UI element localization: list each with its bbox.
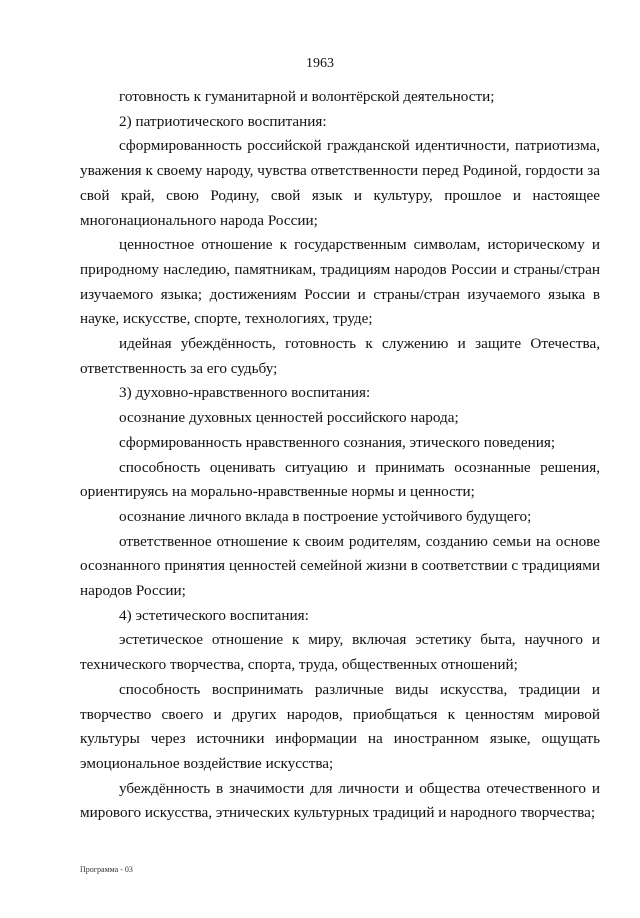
paragraph: осознание личного вклада в построение устойчивого будущего;	[119, 507, 532, 525]
paragraph: готовность к гуманитарной и волонтёрской деятельности;	[119, 88, 495, 105]
paragraph: способность оценивать ситуацию и принимать осознанные решения, ориентируясь на морально-нравственные нормы и ценности;	[80, 458, 600, 501]
paragraph: способность воспринимать различные виды искусства, традиции и творчество своего и других народов, приобщаться к ценностям мировой культуры через источники информации на иностранном языке, ощущать эмоциональное воздействие искусства;	[80, 680, 600, 772]
paragraph: ответственное отношение к своим родителям, созданию семьи на основе осознанного принятия ценностей семейной жизни в соответствии с традициями народов России;	[80, 532, 600, 600]
section-heading: 2) патриотического воспитания:	[119, 112, 327, 130]
paragraph: эстетическое отношение к миру, включая эстетику быта, научного и технического творчества, спорта, труда, общественных отношений;	[80, 631, 600, 674]
footer-program-label: Программа - 03	[80, 865, 133, 874]
paragraph: сформированность нравственного сознания, этического поведения;	[119, 433, 556, 451]
page-number: 1963	[306, 56, 334, 71]
paragraph: ценностное отношение к государственным символам, историческому и природному наследию, памятникам, традициям народов России и страны/стран изучаемого языка; достижениям России и страны/стран изучаемого языка в науке, искусстве, спорте, технологиях, труде;	[80, 236, 600, 328]
paragraph: осознание духовных ценностей российского народа;	[119, 409, 459, 427]
paragraph: сформированность российской гражданской идентичности, патриотизма, уважения к своему народу, чувства ответственности перед Родиной, гордости за свой край, свою Родину, свой язык и культуру, прошлое и настоящее многонационального народа России;	[80, 137, 600, 229]
document-body	[80, 85, 600, 826]
paragraph: убеждённость в значимости для личности и общества отечественного и мирового искусства, этнических культурных традиций и народного творчества;	[80, 779, 600, 822]
section-heading: 4) эстетического воспитания:	[119, 606, 309, 624]
section-heading: 3) духовно-нравственного воспитания:	[119, 384, 371, 402]
paragraph: идейная убеждённость, готовность к служению и защите Отечества, ответственность за его судьбу;	[80, 335, 600, 377]
